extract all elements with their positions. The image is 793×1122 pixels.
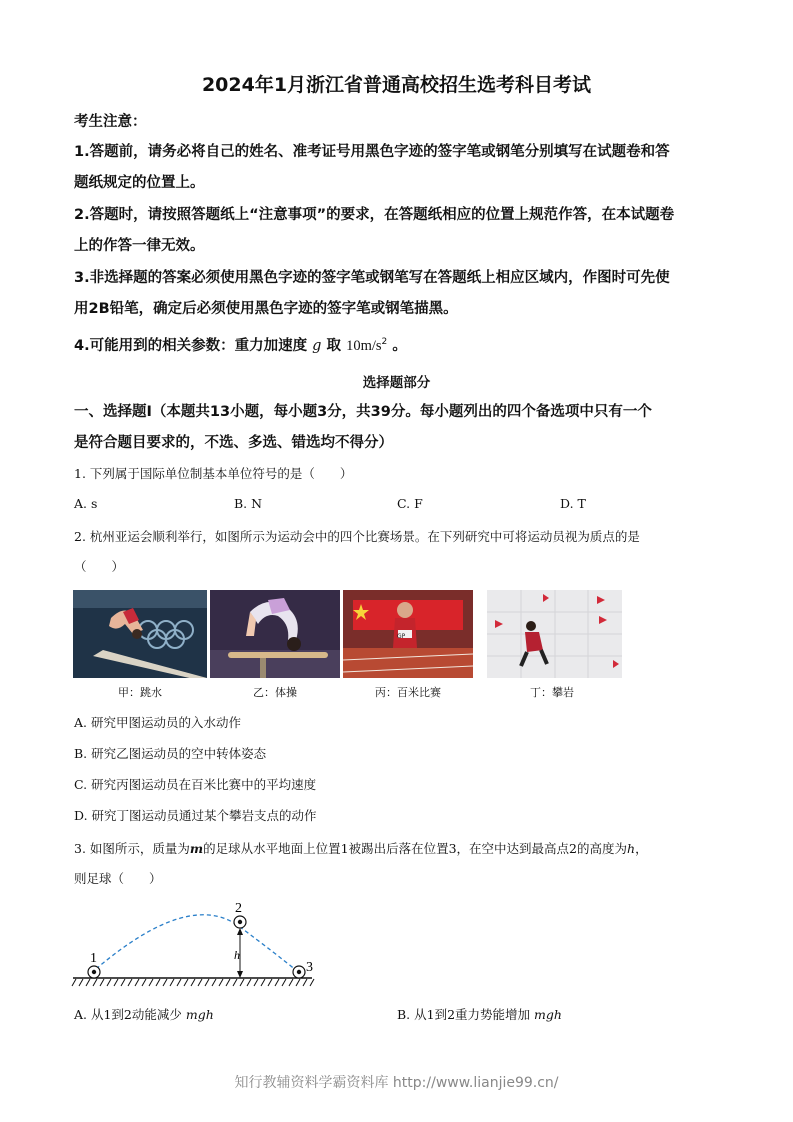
q3-stem-line-1	[74, 839, 648, 857]
photo-diving	[73, 590, 207, 678]
q2-stem-line-2: （ ）	[74, 559, 125, 574]
q3-height-symbol: h	[627, 841, 636, 856]
q1-option-c: C. F	[397, 496, 423, 511]
q2-option-d: D. 研究丁图运动员通过某个攀岩支点的动作	[74, 808, 317, 823]
photo-climbing	[487, 590, 622, 678]
gravity-symbol: g	[312, 338, 322, 354]
q3-option-a-var: mgh	[185, 1007, 214, 1022]
q2-stem-line-1: 2. 杭州亚运会顺利举行，如图所示为运动会中的四个比赛场景。在下列研究中可将运动员视为质点的是	[74, 529, 640, 544]
notice-item-4-end: 。	[392, 338, 407, 354]
q3-option-b	[397, 1005, 562, 1023]
q1-option-d: D. T	[560, 496, 586, 511]
q3-stem-c: ，	[635, 841, 648, 856]
caption-diving: 甲：跳水	[118, 686, 162, 699]
notice-item-3-line-1: 3.非选择题的答案必须使用黑色字迹的签字笔或钢笔写在答题纸上相应区域内，作图时可先使	[74, 270, 670, 286]
label-position-2: 2	[235, 901, 242, 916]
notice-heading: 考生注意：	[74, 114, 147, 130]
photo-sprint	[343, 590, 473, 678]
notice-item-3-line-2: 用2B铅笔，确定后必须使用黑色字迹的签字笔或钢笔描黑。	[74, 301, 458, 317]
bib-number: GP	[397, 633, 406, 640]
q3-mass-symbol: m	[189, 841, 204, 856]
section-title: 选择题部分	[362, 375, 431, 391]
gravity-exponent: 2	[381, 337, 388, 348]
q3-option-a	[74, 1005, 214, 1023]
label-position-3: 3	[306, 960, 313, 975]
q3-stem-a: 3. 如图所示，质量为	[74, 841, 190, 856]
part1-line-2: 是符合题目要求的，不选、多选、错选均不得分）	[74, 435, 393, 451]
notice-item-2-line-2: 上的作答一律无效。	[74, 238, 205, 254]
caption-climbing: 丁：攀岩	[530, 686, 574, 699]
notice-item-4-prefix: 4.可能用到的相关参数：重力加速度	[74, 338, 308, 354]
ball-position-3	[293, 966, 305, 978]
exam-title: 2024年1月浙江省普通高校招生选考科目考试	[201, 74, 592, 96]
photo-gymnastics	[210, 590, 340, 678]
notice-item-4	[74, 334, 407, 355]
q1-option-a: A. s	[74, 496, 98, 511]
q2-option-a: A. 研究甲图运动员的入水动作	[74, 715, 241, 730]
caption-gymnastics: 乙：体操	[253, 686, 297, 699]
label-height: h	[234, 948, 240, 962]
notice-item-2-line-1: 2.答题时，请按照答题纸上“注意事项”的要求，在答题纸相应的位置上规范作答，在本试题卷	[74, 207, 675, 223]
q1-stem: 1. 下列属于国际单位制基本单位符号的是（ ）	[74, 466, 353, 481]
part1-line-1: 一、选择题Ⅰ（本题共13小题，每小题3分，共39分。每小题列出的四个备选项中只有一个	[74, 404, 652, 420]
q3-stem-line-2: 则足球（ ）	[74, 871, 162, 886]
trajectory-diagram	[70, 895, 320, 990]
q3-stem-b: 的足球从水平地面上位置1被踢出后落在位置3，在空中达到最高点2的高度为	[203, 841, 628, 856]
q3-option-b-var: mgh	[534, 1007, 562, 1022]
q3-option-a-text: A. 从1到2动能减少	[74, 1007, 182, 1022]
q3-option-b-text: B. 从1到2重力势能增加	[397, 1007, 531, 1022]
caption-sprint: 丙：百米比赛	[375, 686, 441, 699]
ball-position-1	[88, 966, 100, 978]
notice-item-1-line-1: 1.答题前，请务必将自己的姓名、准考证号用黑色字迹的签字笔或钢笔分别填写在试题卷和答	[74, 144, 670, 160]
label-position-1: 1	[90, 951, 97, 966]
gravity-value: 10m/s	[346, 338, 382, 354]
q2-option-b: B. 研究乙图运动员的空中转体姿态	[74, 746, 267, 761]
footer-watermark: 知行教辅资料学霸资料库 http://www.lianjie99.cn/	[234, 1075, 559, 1091]
notice-item-1-line-2: 题纸规定的位置上。	[74, 175, 205, 191]
q2-option-c: C. 研究丙图运动员在百米比赛中的平均速度	[74, 777, 317, 792]
q1-option-b: B. N	[234, 496, 263, 511]
notice-item-4-mid: 取	[326, 338, 342, 354]
ball-position-2	[234, 916, 246, 928]
